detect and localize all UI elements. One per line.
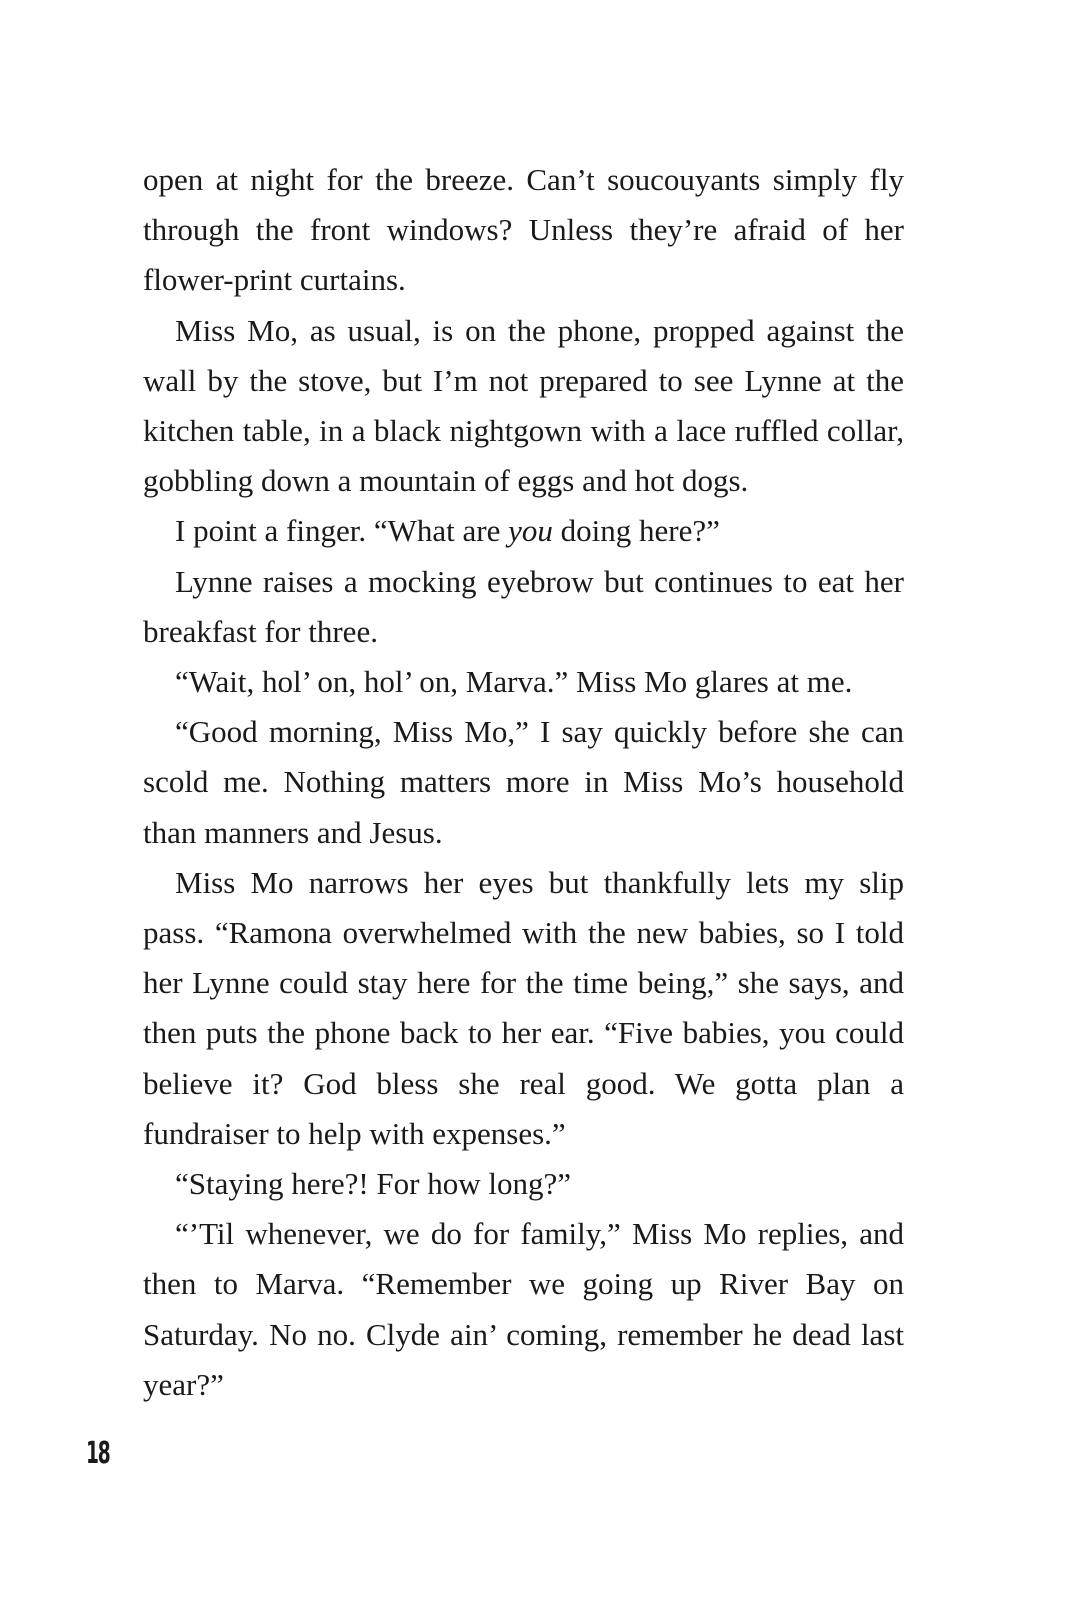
text-segment: Miss Mo narrows her eyes but thankfully lets my slip pass. “Ramona overwhelmed with the new babies, so I told her Lynne could stay here for the time being,” she says, and then puts the phone back to her ear. “Five babies, you could believe it? God bless she real good. We gotta plan a fundraiser to help with expenses.” (143, 864, 904, 1151)
paragraph (143, 858, 904, 1159)
paragraph (143, 1209, 904, 1410)
text-segment: Lynne raises a mocking eyebrow but continues to eat her breakfast for three. (143, 563, 904, 649)
italic-text: you (508, 513, 553, 549)
paragraph (143, 506, 904, 556)
paragraph (143, 155, 904, 306)
paragraph (143, 1159, 904, 1209)
text-segment: “Wait, hol’ on, hol’ on, Marva.” Miss Mo glares at me. (175, 664, 853, 700)
text-segment: Miss Mo, as usual, is on the phone, propped against the wall by the stove, but I’m not prepared to see Lynne at the kitchen table, in a black nightgown with a lace ruffled collar, gobbling down a mountain of eggs and hot dogs. (143, 312, 904, 499)
text-segment: I point a finger. “What are (175, 513, 509, 549)
text-segment: “Staying here?! For how long?” (175, 1166, 571, 1202)
paragraph (143, 707, 904, 858)
text-segment: “Good morning, Miss Mo,” I say quickly before she can scold me. Nothing matters more in Miss Mo’s household than manners and Jesus. (143, 714, 904, 850)
paragraph (143, 557, 904, 657)
body-text (143, 155, 904, 1410)
text-segment: doing here?” (552, 513, 720, 549)
text-segment: open at night for the breeze. Can’t soucouyants simply fly through the front windows? Unless they’re afraid of her flower-print curtains. (143, 162, 904, 298)
page-number: 18 (86, 1436, 110, 1471)
paragraph (143, 306, 904, 507)
paragraph (143, 657, 904, 707)
text-segment: “’Til whenever, we do for family,” Miss Mo replies, and then to Marva. “Remember we going up River Bay on Saturday. No no. Clyde ain’ coming, remember he dead last year?” (143, 1216, 904, 1402)
